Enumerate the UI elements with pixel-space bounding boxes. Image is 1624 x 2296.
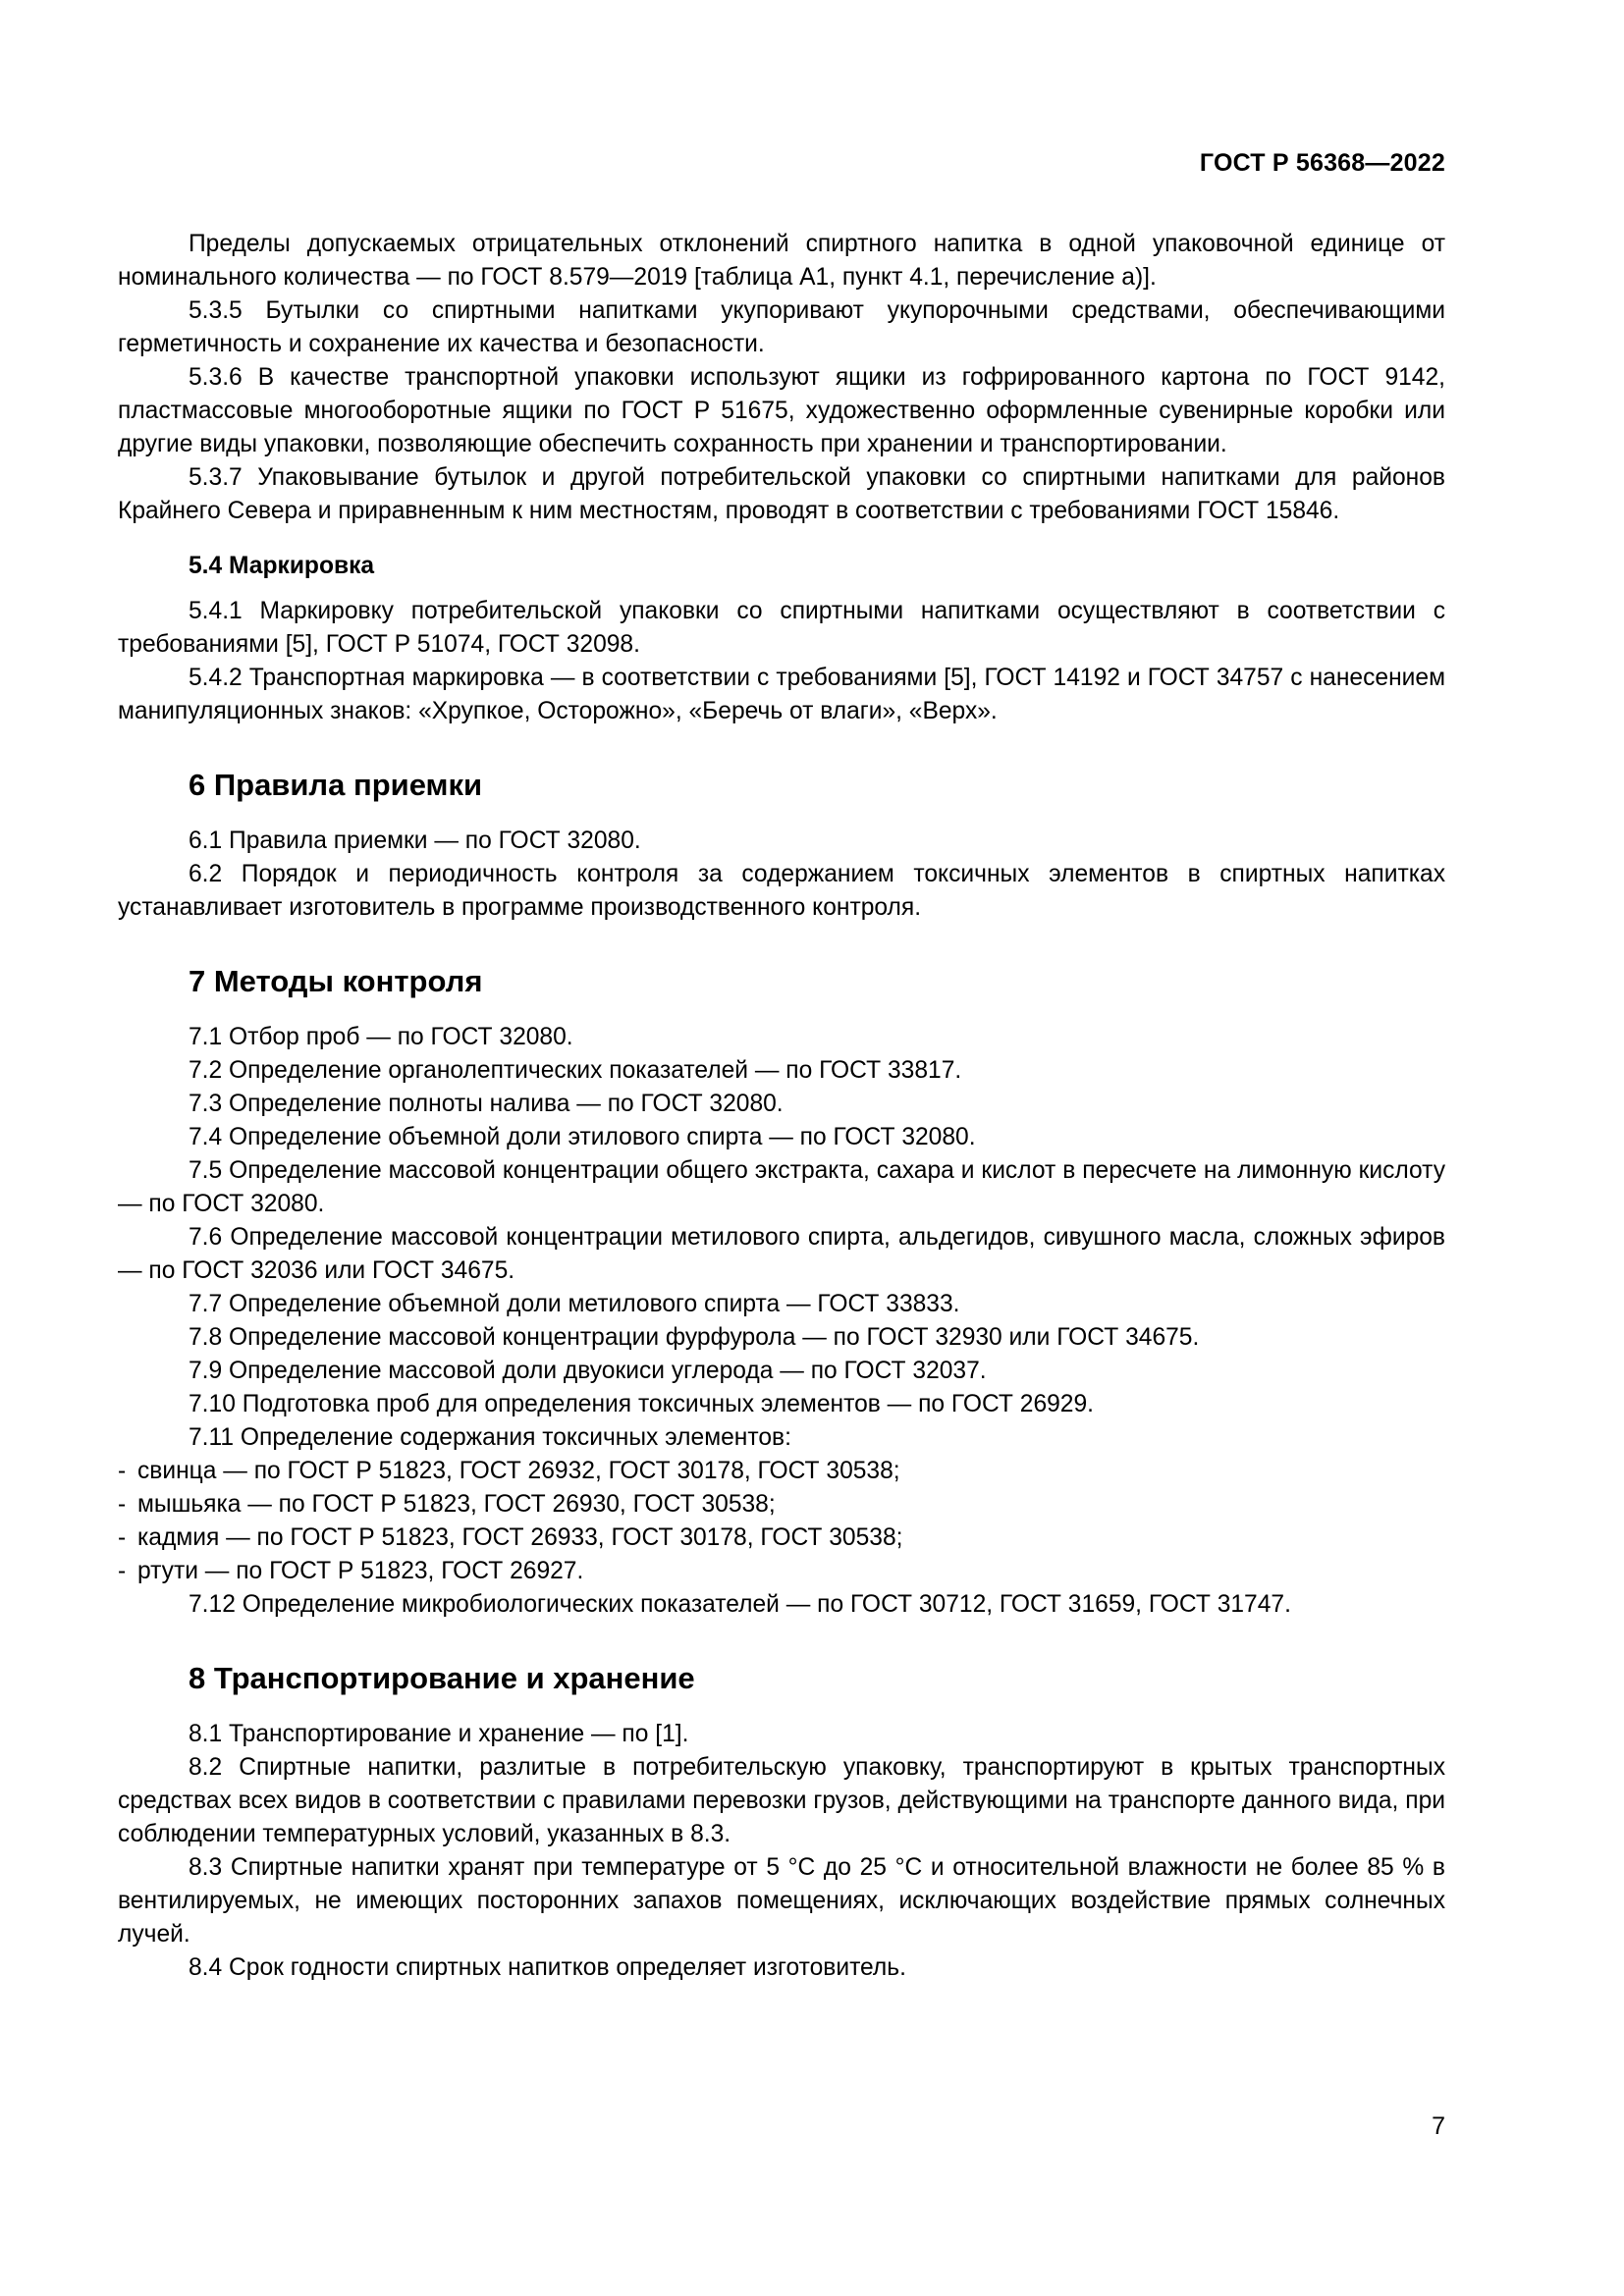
para-7-11: 7.11 Определение содержания токсичных элементов: [189,1424,791,1451]
para-7-4: 7.4 Определение объемной доли этилового спирта — по ГОСТ 32080. [189,1124,976,1150]
list-dash: - [118,1458,127,1484]
section-7-title: 7 Методы контроля [189,964,483,998]
list-dash: - [118,1524,127,1551]
document-header-id: ГОСТ Р 56368—2022 [1199,149,1445,177]
para-7-2: 7.2 Определение органолептических показателей — по ГОСТ 33817. [189,1057,962,1084]
document-body [118,228,1445,1985]
para-5-4-1: 5.4.1 Маркировку потребительской упаковки со спиртными напитками осуществляют в соответствии с требованиями [5], ГОСТ Р 51074, ГОСТ 32098. [118,598,1445,658]
para-7-3: 7.3 Определение полноты налива — по ГОСТ 32080. [189,1091,784,1117]
para-7-6: 7.6 Определение массовой концентрации метилового спирта, альдегидов, сивушного масла, сложных эфиров — по ГОСТ 32036 или ГОСТ 34675. [118,1224,1445,1284]
list-item-text: кадмия — по ГОСТ Р 51823, ГОСТ 26933, ГОСТ 30178, ГОСТ 30538; [137,1524,903,1551]
para-7-1: 7.1 Отбор проб — по ГОСТ 32080. [189,1024,573,1050]
para-6-2: 6.2 Порядок и периодичность контроля за содержанием токсичных элементов в спиртных напитках устанавливает изготовитель в программе производственного контроля. [118,861,1445,921]
section-8-title: 8 Транспортирование и хранение [189,1661,695,1695]
para-8-4: 8.4 Срок годности спиртных напитков определяет изготовитель. [189,1954,906,1981]
para-7-12: 7.12 Определение микробиологических показателей — по ГОСТ 30712, ГОСТ 31659, ГОСТ 31747. [189,1591,1291,1618]
list-item-text: мышьяка — по ГОСТ Р 51823, ГОСТ 26930, ГОСТ 30538; [137,1491,776,1518]
para-5-3-5: 5.3.5 Бутылки со спиртными напитками укупоривают укупорочными средствами, обеспечивающими герметичность и сохранение их качества и безопасности. [118,297,1445,357]
para-7-7: 7.7 Определение объемной доли метилового спирта — ГОСТ 33833. [189,1291,960,1317]
list-item-arsenic [118,1488,1445,1522]
para-5-3-7: 5.3.7 Упаковывание бутылок и другой потребительской упаковки со спиртными напитками для районов Крайнего Севера и приравненным к ним местностям, проводят в соответствии с требованиями ГОСТ 15846. [118,464,1445,524]
para-8-3: 8.3 Спиртные напитки хранят при температуре от 5 °С до 25 °С и относительной влажности не более 85 % в вентилируемых, не имеющих посторонних запахов помещениях, исключающих воздействие прямых солнечных лучей. [118,1854,1445,1948]
list-item-text: ртути — по ГОСТ Р 51823, ГОСТ 26927. [137,1558,584,1584]
section-6-title: 6 Правила приемки [189,768,483,802]
para-8-2: 8.2 Спиртные напитки, разлитые в потребительскую упаковку, транспортируют в крытых транспортных средствах всех видов в соответствии с правилами перевозки грузов, действующими на транспорте данного вида, при соблюдении температурных условий, указанных в 8.3. [118,1754,1445,1847]
list-dash: - [118,1558,127,1584]
page-number: 7 [1432,2112,1445,2140]
para-7-8: 7.8 Определение массовой концентрации фурфурола — по ГОСТ 32930 или ГОСТ 34675. [189,1324,1200,1351]
para-8-1: 8.1 Транспортирование и хранение — по [1]. [189,1721,689,1747]
list-dash: - [118,1491,127,1518]
para-5-4-2: 5.4.2 Транспортная маркировка — в соответствии с требованиями [5], ГОСТ 14192 и ГОСТ 34757 с нанесением манипуляционных знаков: «Хрупкое, Осторожно», «Беречь от влаги», «Верх». [118,665,1445,724]
para-5-3-6: 5.3.6 В качестве транспортной упаковки используют ящики из гофрированного картона по ГОСТ 9142, пластмассовые многооборотные ящики по ГОСТ Р 51675, художественно оформленные сувенирные коробки или другие виды упаковки, позволяющие обеспечить сохранность при хранении и транспортировании. [118,364,1445,457]
para-limits: Пределы допускаемых отрицательных отклонений спиртного напитка в одной упаковочной единице от номинального количества — по ГОСТ 8.579—2019 [таблица А1, пункт 4.1, перечисление а)]. [118,231,1445,291]
list-item-mercury [118,1555,1445,1588]
para-7-10: 7.10 Подготовка проб для определения токсичных элементов — по ГОСТ 26929. [189,1391,1094,1417]
para-6-1: 6.1 Правила приемки — по ГОСТ 32080. [189,828,641,854]
list-item-text: свинца — по ГОСТ Р 51823, ГОСТ 26932, ГОСТ 30178, ГОСТ 30538; [137,1458,900,1484]
para-7-9: 7.9 Определение массовой доли двуокиси углерода — по ГОСТ 32037. [189,1358,987,1384]
para-7-5: 7.5 Определение массовой концентрации общего экстракта, сахара и кислот в пересчете на лимонную кислоту — по ГОСТ 32080. [118,1157,1445,1217]
subsection-5-4-title: 5.4 Маркировка [189,553,375,579]
list-item-lead [118,1455,1445,1488]
list-item-cadmium [118,1522,1445,1555]
